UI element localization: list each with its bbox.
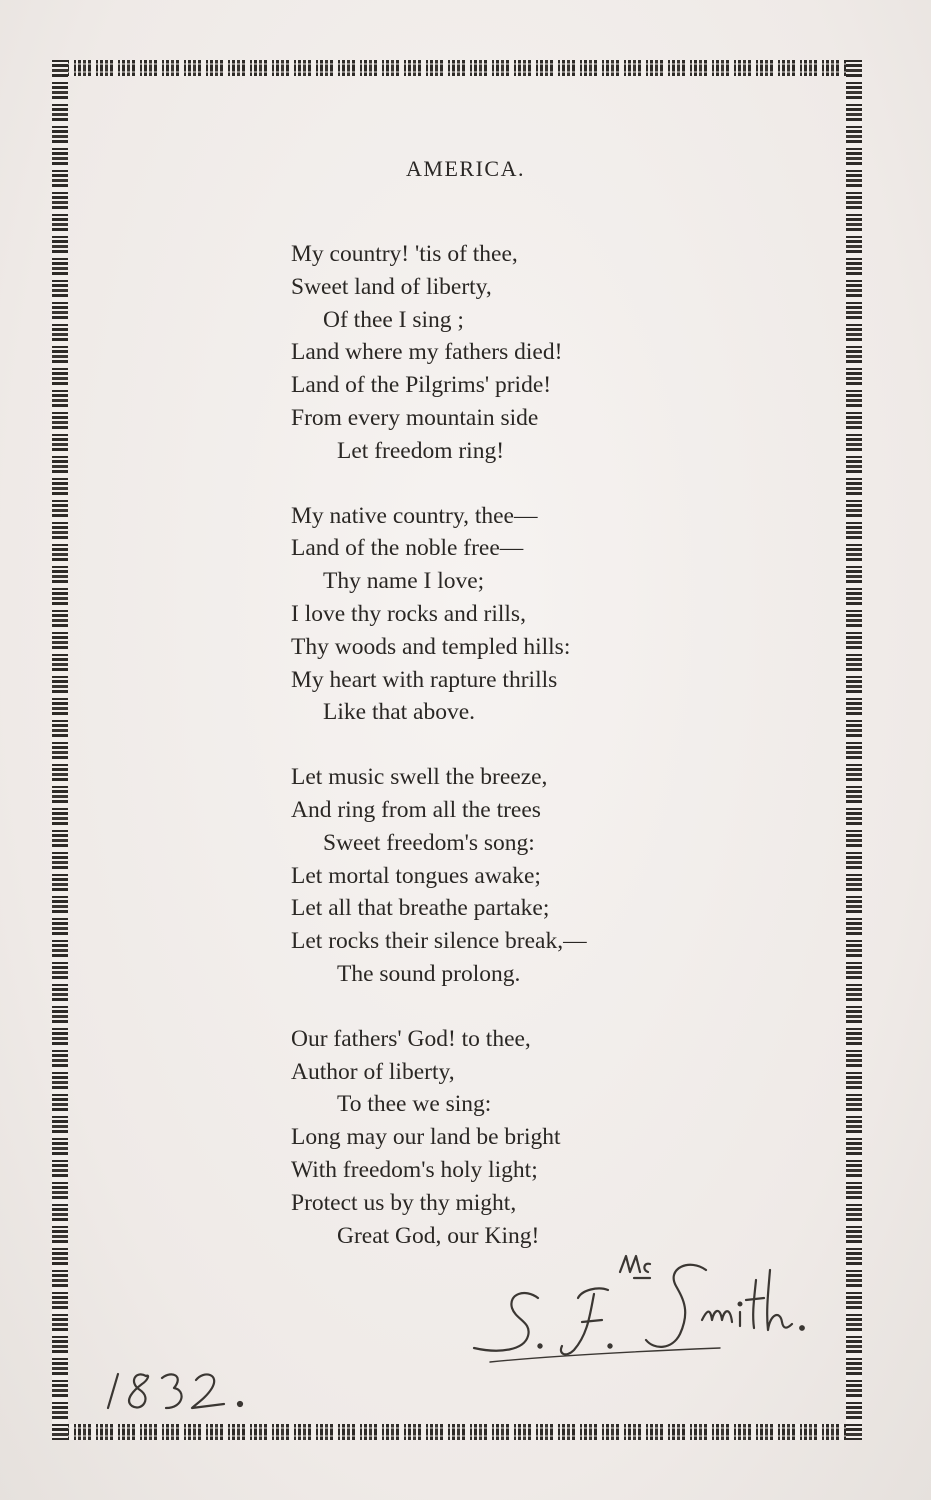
poem-line: Great God, our King! xyxy=(337,1222,540,1249)
poem-line: I love thy rocks and rills, xyxy=(291,600,526,627)
border-right xyxy=(846,60,862,1440)
poem-body xyxy=(291,238,711,1284)
border-left xyxy=(52,60,68,1440)
poem-line: With freedom's holy light; xyxy=(291,1156,538,1183)
poem-line: Let music swell the breeze, xyxy=(291,764,548,791)
poem-title: AMERICA. xyxy=(406,156,525,181)
poem-line: Long may our land be bright xyxy=(291,1124,561,1151)
poem-line: Our fathers' God! to thee, xyxy=(291,1025,531,1052)
poem-line: To thee we sing: xyxy=(337,1091,492,1118)
poem-line: Land of the noble free— xyxy=(291,535,524,562)
handwritten-signature xyxy=(470,1250,810,1370)
stanza-4 xyxy=(291,1023,711,1253)
poem-line: Thy name I love; xyxy=(323,568,485,595)
poem-line: Let mortal tongues awake; xyxy=(291,862,541,889)
poem-line: Let all that breathe partake; xyxy=(291,895,550,922)
poem-line: Author of liberty, xyxy=(291,1058,455,1085)
poem-line: Of thee I sing ; xyxy=(323,306,464,333)
stanza-3 xyxy=(291,761,711,991)
poem-line: Sweet land of liberty, xyxy=(291,273,492,300)
poem-line: From every mountain side xyxy=(291,404,539,431)
poem-line: Like that above. xyxy=(323,699,476,726)
border-top xyxy=(52,60,862,76)
stanza-1 xyxy=(291,238,711,468)
border-bottom xyxy=(52,1424,862,1440)
poem-line: Protect us by thy might, xyxy=(291,1189,517,1216)
handwritten-year xyxy=(100,1360,260,1420)
poem-line: My country! 'tis of thee, xyxy=(291,241,518,267)
poem-line: Let rocks their silence break,— xyxy=(291,928,587,955)
poem-line: My heart with rapture thrills xyxy=(291,666,558,693)
poem-line: Thy woods and templed hills: xyxy=(291,633,571,660)
poem-line: The sound prolong. xyxy=(337,960,521,987)
poem-line: Land where my fathers died! xyxy=(291,339,563,366)
poem-line: And ring from all the trees xyxy=(291,796,541,823)
poem-line: Sweet freedom's song: xyxy=(323,829,535,856)
poem-line: Land of the Pilgrims' pride! xyxy=(291,372,552,399)
poem-line: Let freedom ring! xyxy=(337,437,505,464)
stanza-2 xyxy=(291,500,711,730)
poem-line: My native country, thee— xyxy=(291,502,538,529)
